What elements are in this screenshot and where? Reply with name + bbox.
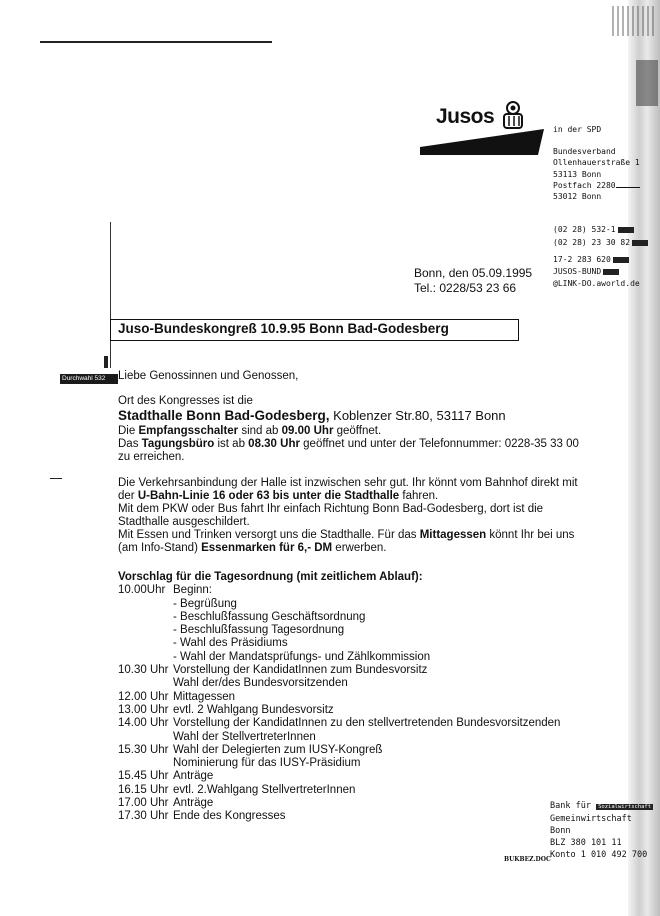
agenda-subitem: - Beschlußfassung Geschäftsordnung bbox=[173, 610, 366, 623]
mailbox-line: JUSOS-BUND bbox=[553, 267, 602, 276]
transport-line: (am Info-Stand) Essenmarken für 6,- DM erwerben. bbox=[118, 542, 387, 554]
agenda-text: Mittagessen bbox=[173, 690, 236, 703]
bank-block bbox=[550, 800, 653, 861]
agenda-time: 13.00 Uhr bbox=[118, 703, 169, 716]
transport-line: Mit Essen und Trinken versorgt uns die Stadthalle. Für das Mittagessen könnt Ihr bei uns bbox=[118, 529, 575, 541]
agenda-time: 12.00 Uhr bbox=[118, 690, 169, 703]
fax-line: (02 28) 23 30 82 bbox=[553, 238, 631, 247]
agenda-row bbox=[118, 770, 578, 783]
scan-smudge bbox=[612, 6, 656, 36]
salutation: Liebe Genossinnen und Genossen, bbox=[118, 370, 299, 382]
agenda-row bbox=[118, 664, 578, 677]
agenda-time: 10.30 Uhr bbox=[118, 664, 169, 677]
transport-line: Stadthalle ausgeschildert. bbox=[118, 516, 250, 528]
agenda-time: 14.00 Uhr bbox=[118, 717, 169, 730]
telex-line: 17-2 283 620 bbox=[553, 255, 611, 264]
agenda-text: Ende des Kongresses bbox=[173, 810, 286, 823]
margin-tick bbox=[104, 356, 108, 368]
agenda-row bbox=[118, 584, 578, 597]
phone-block bbox=[553, 224, 648, 289]
transport-line: Mit dem PKW oder Bus fahrt Ihr einfach Richtung Bonn Bad-Godesberg, dort ist die bbox=[118, 503, 544, 515]
address-line: Ollenhauerstraße 1 bbox=[553, 158, 640, 167]
bank-line: BLZ 380 101 11 bbox=[550, 838, 622, 848]
fist-rose-icon bbox=[500, 100, 526, 130]
agenda-text: Beginn: bbox=[173, 584, 213, 597]
margin-line bbox=[110, 222, 111, 368]
agenda-time: 16.15 Uhr bbox=[118, 783, 169, 796]
agenda-text: evtl. 2.Wahlgang StellvertreterInnen bbox=[173, 783, 356, 796]
telex-tag bbox=[613, 257, 629, 263]
fold-mark bbox=[50, 478, 62, 479]
date-block bbox=[414, 266, 532, 296]
address-line: 53012 Bonn bbox=[553, 192, 602, 201]
doc-reference: BUKBEZ.DOC bbox=[504, 856, 551, 863]
location-paragraph bbox=[118, 395, 618, 464]
buero-line-2: zu erreichen. bbox=[118, 451, 185, 463]
agenda-row bbox=[118, 810, 578, 823]
agenda-text: Anträge bbox=[173, 797, 214, 810]
transport-paragraph bbox=[118, 477, 618, 555]
scan-edge bbox=[628, 0, 660, 916]
transport-line: der U-Bahn-Linie 16 oder 63 bis unter die Stadthalle fahren. bbox=[118, 490, 439, 502]
agenda-text: Vorstellung der KandidatInnen zu den stellvertretenden Bundesvorsitzenden bbox=[173, 717, 561, 730]
party-line: in der SPD bbox=[553, 125, 602, 134]
agenda-continuation: Wahl der/des Bundesvorsitzenden bbox=[173, 677, 348, 690]
venue-line: Stadthalle Bonn Bad-Godesberg, Koblenzer Str.80, 53117 Bonn bbox=[118, 408, 506, 423]
date-line: Bonn, den 05.09.1995 bbox=[414, 266, 533, 280]
agenda-time: 17.30 Uhr bbox=[118, 810, 169, 823]
address-line: Postfach 2280 bbox=[553, 180, 640, 191]
bank-line: Konto 1 010 492 700 bbox=[550, 850, 648, 860]
tel-line: Tel.: 0228/53 23 66 bbox=[414, 281, 517, 295]
bank-tag: Sozialwirtschaft bbox=[598, 804, 652, 810]
fax-tag bbox=[632, 240, 648, 246]
agenda-heading: Vorschlag für die Tagesordnung (mit zeitlichem Ablauf): bbox=[118, 571, 423, 583]
agenda-row bbox=[118, 691, 578, 704]
agenda-continuation: Wahl der StellvertreterInnen bbox=[173, 730, 316, 743]
bank-line: Bonn bbox=[550, 826, 571, 836]
bank-line: Gemeinwirtschaft bbox=[550, 814, 632, 824]
subject-line: Juso-Bundeskongreß 10.9.95 Bonn Bad-Godesberg bbox=[118, 321, 449, 336]
agenda-text: Vorstellung der KandidatInnen zum Bundesvorsitz bbox=[173, 664, 428, 677]
agenda-text: Anträge bbox=[173, 770, 214, 783]
scan-mark bbox=[636, 60, 658, 106]
agenda-row bbox=[118, 797, 578, 810]
agenda-time: 17.00 Uhr bbox=[118, 797, 169, 810]
agenda-text: Wahl der Delegierten zum IUSY-Kongreß bbox=[173, 743, 383, 756]
logo-wedge bbox=[420, 129, 544, 155]
address-line: Bundesverband bbox=[553, 147, 616, 156]
location-intro: Ort des Kongresses ist die bbox=[118, 395, 253, 407]
agenda-time: 15.45 Uhr bbox=[118, 770, 169, 783]
transport-line: Die Verkehrsanbindung der Halle ist inzwischen sehr gut. Ihr könnt vom Bahnhof direkt mit bbox=[118, 477, 578, 489]
durchwahl-label: Durchwahl 532 bbox=[60, 374, 118, 384]
agenda-continuation: Nominierung für das IUSY-Präsidium bbox=[173, 757, 361, 770]
bank-line: Bank für Sozialwirtschaft bbox=[550, 801, 652, 811]
agenda-rows bbox=[118, 664, 578, 824]
email-line: @LINK-DO.aworld.de bbox=[553, 279, 640, 288]
agenda-subitem: - Begrüßung bbox=[173, 597, 237, 610]
buero-line: Das Tagungsbüro ist ab 08.30 Uhr geöffnet und unter der Telefonnummer: 0228-35 33 00 bbox=[118, 438, 579, 450]
top-rule bbox=[40, 41, 272, 43]
phone-tag bbox=[618, 227, 634, 233]
address-block bbox=[553, 146, 640, 202]
agenda-subitem: - Beschlußfassung Tagesordnung bbox=[173, 624, 345, 637]
agenda-row bbox=[118, 704, 578, 717]
agenda-subitems bbox=[118, 598, 578, 664]
agenda-row bbox=[118, 717, 578, 730]
agenda-time: 10.00Uhr bbox=[118, 584, 166, 597]
agenda bbox=[118, 571, 578, 824]
jusos-logo: Jusos bbox=[436, 105, 495, 128]
address-line: 53113 Bonn bbox=[553, 170, 602, 179]
agenda-row bbox=[118, 784, 578, 797]
agenda-subitem: - Wahl des Präsidiums bbox=[173, 637, 288, 650]
empfang-line: Die Empfangsschalter sind ab 09.00 Uhr geöffnet. bbox=[118, 425, 382, 437]
agenda-text: evtl. 2 Wahlgang Bundesvorsitz bbox=[173, 703, 334, 716]
agenda-row bbox=[118, 744, 578, 757]
mailbox-tag bbox=[603, 269, 619, 275]
phone-line: (02 28) 532-1 bbox=[553, 225, 616, 234]
agenda-time: 15.30 Uhr bbox=[118, 743, 169, 756]
agenda-subitem: - Wahl der Mandatsprüfungs- und Zählkommission bbox=[173, 650, 431, 663]
